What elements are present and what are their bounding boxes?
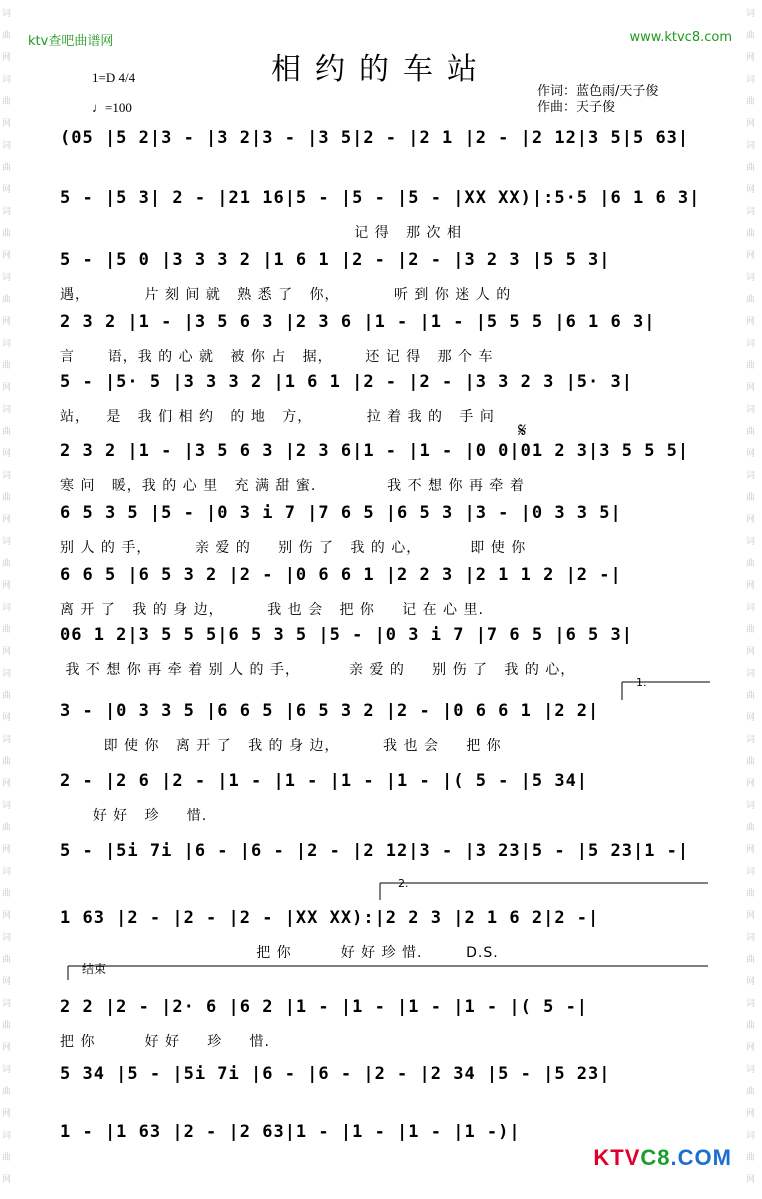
composer-credit: 作曲：天子俊 <box>537 100 616 115</box>
watermark-glyph: 词 <box>746 801 756 811</box>
watermark-glyph: 曲 <box>746 823 756 833</box>
watermark-glyph: 曲 <box>746 295 756 305</box>
watermark-glyph: 曲 <box>2 1153 12 1163</box>
second-ending-label: 2. <box>398 877 409 890</box>
watermark-glyph: 词 <box>746 999 756 1009</box>
note-line: (05 |5 2|3 - |3 2|3 - |3 5|2 - |2 1 |2 - |2 12|3 5|5 63| <box>60 128 690 148</box>
watermark-glyph: 网 <box>746 383 756 393</box>
first-ending-label: 1. <box>636 676 647 689</box>
watermark-glyph: 词 <box>746 75 756 85</box>
watermark-glyph: 词 <box>746 471 756 481</box>
logo-part-a: KTV <box>593 1145 641 1170</box>
note-line: 2 3 2 |1 - |3 5 6 3 |2 3 6 |1 - |1 - |5 5 5 |6 1 6 3| <box>60 312 656 332</box>
watermark-glyph: 词 <box>2 471 12 481</box>
watermark-glyph: 曲 <box>746 1153 756 1163</box>
watermark-glyph: 词 <box>2 867 12 877</box>
note-line: 1 63 |2 - |2 - |2 - |XX XX):|2 2 3 |2 1 6 2|2 -| <box>60 908 600 928</box>
end-label: 结束 <box>82 962 107 976</box>
watermark-glyph: 网 <box>2 1109 12 1119</box>
watermark-glyph: 词 <box>746 405 756 415</box>
watermark-glyph: 网 <box>746 1175 756 1185</box>
watermark-glyph: 曲 <box>746 1087 756 1097</box>
watermark-glyph: 词 <box>746 537 756 547</box>
watermark-glyph: 网 <box>2 845 12 855</box>
note-line: 2 2 |2 - |2· 6 |6 2 |1 - |1 - |1 - |1 - |( 5 -| <box>60 997 589 1017</box>
watermark-glyph: 词 <box>2 999 12 1009</box>
watermark-glyph: 曲 <box>2 691 12 701</box>
watermark-glyph: 曲 <box>746 493 756 503</box>
watermark-glyph: 曲 <box>746 31 756 41</box>
watermark-glyph: 网 <box>2 515 12 525</box>
watermark-glyph: 曲 <box>2 361 12 371</box>
watermark-glyph: 词 <box>2 735 12 745</box>
watermark-glyph: 网 <box>746 119 756 129</box>
lyric-line: 把 你 好 好 珍 惜. D.S. <box>60 945 499 961</box>
logo-part-b: C8 <box>640 1145 671 1170</box>
watermark-glyph: 曲 <box>2 559 12 569</box>
watermark-glyph: 词 <box>2 537 12 547</box>
watermark-glyph: 曲 <box>2 493 12 503</box>
watermark-glyph: 网 <box>2 713 12 723</box>
watermark-glyph: 网 <box>2 1175 12 1185</box>
watermark-glyph: 曲 <box>2 31 12 41</box>
watermark-glyph: 网 <box>746 1109 756 1119</box>
lyric-line: 记 得 那 次 相 <box>60 225 463 241</box>
lyric-line: 把 你 好 好 珍 惜. <box>60 1034 270 1050</box>
ktvc8-logo[interactable] <box>593 1145 732 1171</box>
watermark-glyph: 词 <box>2 207 12 217</box>
watermark-glyph: 词 <box>2 339 12 349</box>
watermark-glyph: 网 <box>2 647 12 657</box>
watermark-glyph: 曲 <box>746 97 756 107</box>
watermark-glyph: 词 <box>746 1065 756 1075</box>
watermark-glyph: 网 <box>746 779 756 789</box>
watermark-glyph: 曲 <box>746 361 756 371</box>
watermark-glyph: 词 <box>746 867 756 877</box>
segno-icon: 𝄋 <box>518 418 527 442</box>
watermark-glyph: 词 <box>746 339 756 349</box>
watermark-glyph: 网 <box>746 1043 756 1053</box>
watermark-glyph: 网 <box>2 317 12 327</box>
watermark-glyph: 网 <box>2 53 12 63</box>
watermark-glyph: 曲 <box>746 427 756 437</box>
note-line: 5 - |5 0 |3 3 3 2 |1 6 1 |2 - |2 - |3 2 3 |5 5 3| <box>60 250 611 270</box>
watermark-glyph: 曲 <box>2 295 12 305</box>
watermark-glyph: 曲 <box>746 757 756 767</box>
note-line: 3 - |0 3 3 5 |6 6 5 |6 5 3 2 |2 - |0 6 6 1 |2 2| <box>60 701 600 721</box>
lyric-line: 站， 是 我 们 相 约 的 地 方， 拉 着 我 的 手 问 <box>60 409 495 425</box>
key-label: 1=D <box>92 70 116 85</box>
watermark-glyph: 曲 <box>2 163 12 173</box>
watermark-glyph: 词 <box>2 801 12 811</box>
watermark-glyph: 词 <box>2 405 12 415</box>
logo-part-c: .COM <box>670 1145 732 1170</box>
watermark-glyph: 曲 <box>746 559 756 569</box>
watermark-glyph: 词 <box>746 9 756 19</box>
watermark-glyph: 网 <box>2 449 12 459</box>
watermark-glyph: 曲 <box>746 889 756 899</box>
watermark-glyph: 词 <box>746 207 756 217</box>
lyric-line: 好 好 珍 惜. <box>60 808 208 824</box>
lyric-line: 寒 问 暖，我 的 心 里 充 满 甜 蜜. 我 不 想 你 再 牵 着 <box>60 478 525 494</box>
watermark-glyph: 网 <box>2 911 12 921</box>
watermark-glyph: 词 <box>2 933 12 943</box>
time-signature: 4/4 <box>118 70 136 85</box>
watermark-glyph: 曲 <box>746 163 756 173</box>
watermark-glyph: 词 <box>746 735 756 745</box>
watermark-glyph: 网 <box>2 251 12 261</box>
watermark-glyph: 网 <box>746 911 756 921</box>
lyric-line: 即 使 你 离 开 了 我 的 身 边， 我 也 会 把 你 <box>60 738 502 754</box>
watermark-glyph: 词 <box>2 75 12 85</box>
site-url-right[interactable]: www.ktvc8.com <box>629 30 732 45</box>
watermark-glyph: 词 <box>746 603 756 613</box>
watermark-glyph: 曲 <box>2 757 12 767</box>
watermark-glyph: 曲 <box>746 229 756 239</box>
watermark-glyph: 网 <box>746 977 756 987</box>
watermark-glyph: 词 <box>746 141 756 151</box>
watermark-glyph: 网 <box>746 449 756 459</box>
watermark-glyph: 词 <box>2 669 12 679</box>
watermark-glyph: 网 <box>2 1043 12 1053</box>
watermark-glyph: 词 <box>2 9 12 19</box>
watermark-glyph: 曲 <box>2 229 12 239</box>
note-line: 6 5 3 5 |5 - |0 3 i 7 |7 6 5 |6 5 3 |3 - |0 3 3 5| <box>60 503 622 523</box>
lyric-line: 遇， 片 刻 间 就 熟 悉 了 你， 听 到 你 迷 人 的 <box>60 287 512 303</box>
watermark-glyph: 词 <box>2 603 12 613</box>
watermark-glyph: 曲 <box>2 625 12 635</box>
watermark-glyph: 网 <box>2 185 12 195</box>
watermark-glyph: 曲 <box>2 97 12 107</box>
note-line: 1 - |1 63 |2 - |2 63|1 - |1 - |1 - |1 -)| <box>60 1122 521 1142</box>
watermark-glyph: 曲 <box>746 691 756 701</box>
watermark-glyph: 网 <box>2 977 12 987</box>
watermark-glyph: 曲 <box>2 823 12 833</box>
watermark-glyph: 曲 <box>746 1021 756 1031</box>
watermark-glyph: 网 <box>746 515 756 525</box>
watermark-glyph: 曲 <box>2 889 12 899</box>
note-line: 5 34 |5 - |5i 7i |6 - |6 - |2 - |2 34 |5 - |5 23| <box>60 1064 611 1084</box>
note-line: 6 6 5 |6 5 3 2 |2 - |0 6 6 1 |2 2 3 |2 1 1 2 |2 -| <box>60 565 622 585</box>
watermark-glyph: 网 <box>746 647 756 657</box>
site-name-left[interactable]: ktv查吧曲谱网 <box>28 34 114 49</box>
song-title: 相约的车站 <box>271 52 491 87</box>
watermark-glyph: 曲 <box>2 427 12 437</box>
watermark-glyph: 曲 <box>746 955 756 965</box>
watermark-glyph: 词 <box>746 669 756 679</box>
watermark-glyph: 网 <box>2 383 12 393</box>
watermark-glyph: 网 <box>2 779 12 789</box>
watermark-glyph: 网 <box>2 119 12 129</box>
watermark-glyph: 网 <box>746 251 756 261</box>
note-line: 5 - |5i 7i |6 - |6 - |2 - |2 12|3 - |3 23|5 - |5 23|1 -| <box>60 841 690 861</box>
watermark-glyph: 网 <box>746 53 756 63</box>
watermark-glyph: 网 <box>746 581 756 591</box>
watermark-glyph: 词 <box>2 1065 12 1075</box>
note-line: 06 1 2|3 5 5 5|6 5 3 5 |5 - |0 3 i 7 |7 6 5 |6 5 3| <box>60 625 633 645</box>
watermark-glyph: 词 <box>746 933 756 943</box>
watermark-glyph: 词 <box>746 1131 756 1141</box>
lyric-line: 离 开 了 我 的 身 边， 我 也 会 把 你 记 在 心 里. <box>60 602 484 618</box>
lyricist-credit: 作词：蓝色雨/天子俊 <box>537 84 659 99</box>
watermark-glyph: 词 <box>2 1131 12 1141</box>
watermark-glyph: 网 <box>746 845 756 855</box>
note-line: 2 3 2 |1 - |3 5 6 3 |2 3 6|1 - |1 - |0 0|01 2 3|3 5 5 5| <box>60 441 690 461</box>
note-line: 5 - |5· 5 |3 3 3 2 |1 6 1 |2 - |2 - |3 3 2 3 |5· 3| <box>60 372 633 392</box>
watermark-glyph: 曲 <box>2 1087 12 1097</box>
lyric-line: 我 不 想 你 再 牵 着 别 人 的 手， 亲 爱 的 别 伤 了 我 的 心， <box>60 662 576 678</box>
watermark-glyph: 网 <box>746 185 756 195</box>
lyric-line: 言 语，我 的 心 就 被 你 占 据， 还 记 得 那 个 车 <box>60 349 494 365</box>
note-line: 2 - |2 6 |2 - |1 - |1 - |1 - |1 - |( 5 - |5 34| <box>60 771 589 791</box>
watermark-glyph: 曲 <box>2 955 12 965</box>
watermark-glyph: 词 <box>2 141 12 151</box>
lyric-line: 别 人 的 手， 亲 爱 的 别 伤 了 我 的 心， 即 使 你 <box>60 540 527 556</box>
watermark-glyph: 曲 <box>746 625 756 635</box>
tempo-marking: ♩=100 <box>92 100 132 115</box>
watermark-glyph: 词 <box>2 273 12 283</box>
watermark-glyph: 词 <box>746 273 756 283</box>
watermark-glyph: 网 <box>2 581 12 591</box>
watermark-glyph: 曲 <box>2 1021 12 1031</box>
note-line: 5 - |5 3| 2 - |21 16|5 - |5 - |5 - |XX XX)|:5·5 |6 1 6 3| <box>60 188 701 208</box>
watermark-glyph: 网 <box>746 317 756 327</box>
watermark-glyph: 网 <box>746 713 756 723</box>
